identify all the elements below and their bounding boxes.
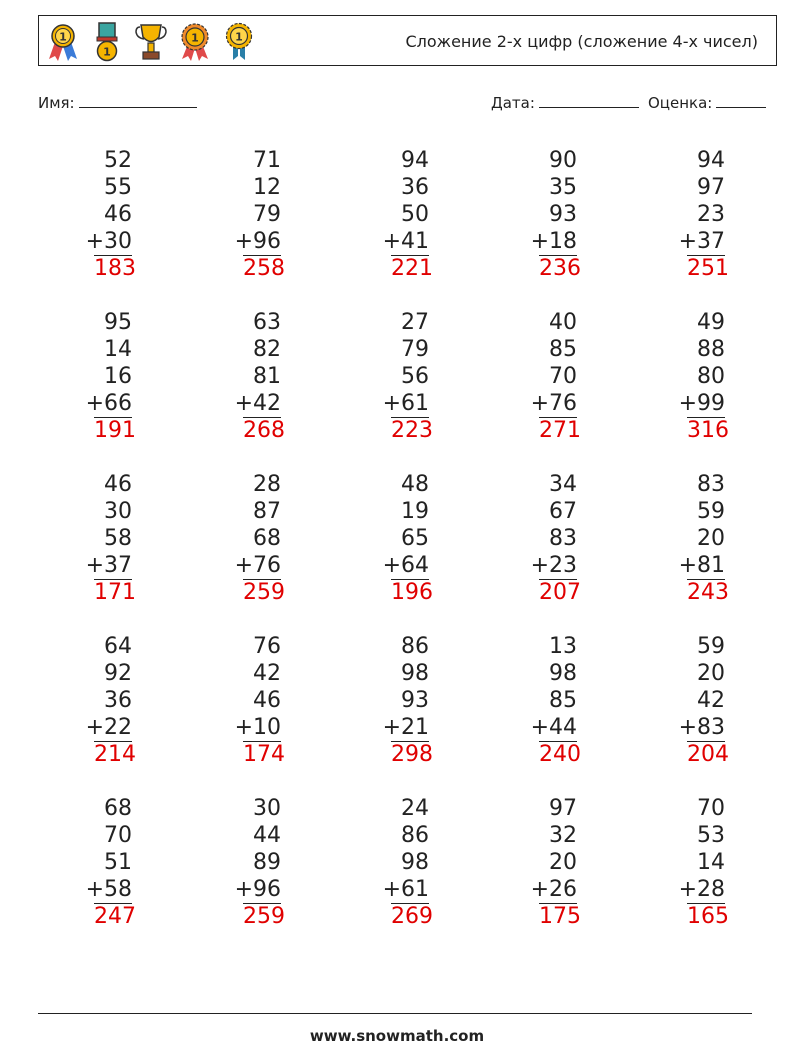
name-blank-line[interactable]: [79, 93, 197, 108]
addend: 67: [549, 499, 577, 524]
addend-with-plus: +23: [530, 553, 577, 578]
addition-problem: [335, 795, 433, 930]
addend: 32: [549, 823, 577, 848]
addend: 86: [401, 823, 429, 848]
addend-with-plus: +26: [530, 877, 577, 902]
addend: 19: [401, 499, 429, 524]
svg-text:1: 1: [103, 45, 111, 59]
addition-problem: [187, 795, 285, 930]
addend: 36: [104, 688, 132, 713]
grade-field[interactable]: [648, 93, 766, 112]
addend-with-plus: +58: [85, 877, 132, 902]
addition-problem: [631, 147, 729, 282]
answer: 191: [94, 418, 136, 443]
addend-with-plus: +76: [530, 391, 577, 416]
addend-with-plus: +41: [382, 229, 429, 254]
addend: 71: [253, 148, 281, 173]
answer: 165: [687, 904, 729, 929]
addend: 56: [401, 364, 429, 389]
addend: 46: [104, 472, 132, 497]
grade-label: Оценка:: [648, 94, 713, 112]
addend-with-plus: +37: [678, 229, 725, 254]
answer: 247: [94, 904, 136, 929]
addend-with-plus: +10: [234, 715, 281, 740]
answer: 251: [687, 256, 729, 281]
addend: 46: [253, 688, 281, 713]
addend: 14: [697, 850, 725, 875]
addend: 79: [401, 337, 429, 362]
addend: 82: [253, 337, 281, 362]
addend: 53: [697, 823, 725, 848]
addend-with-plus: +83: [678, 715, 725, 740]
addend: 12: [253, 175, 281, 200]
addend-with-plus: +21: [382, 715, 429, 740]
addend-with-plus: +42: [234, 391, 281, 416]
addend: 48: [401, 472, 429, 497]
addend: 90: [549, 148, 577, 173]
addend: 87: [253, 499, 281, 524]
addend: 20: [697, 661, 725, 686]
answer: 269: [391, 904, 433, 929]
addition-problem: [335, 309, 433, 444]
addend: 13: [549, 634, 577, 659]
addition-problem: [631, 471, 729, 606]
addend: 36: [401, 175, 429, 200]
addend: 93: [401, 688, 429, 713]
name-label: Имя:: [38, 94, 75, 112]
addend-with-plus: +66: [85, 391, 132, 416]
addend: 35: [549, 175, 577, 200]
addend-with-plus: +28: [678, 877, 725, 902]
answer: 268: [243, 418, 285, 443]
answer: 259: [243, 904, 285, 929]
date-label: Дата:: [491, 94, 535, 112]
addend: 64: [104, 634, 132, 659]
addend: 94: [401, 148, 429, 173]
addition-problem: [335, 147, 433, 282]
addend-with-plus: +61: [382, 391, 429, 416]
answer: 259: [243, 580, 285, 605]
grade-blank-line[interactable]: [716, 93, 766, 108]
svg-text:1: 1: [191, 31, 199, 45]
addend: 20: [549, 850, 577, 875]
addend: 16: [104, 364, 132, 389]
answer: 214: [94, 742, 136, 767]
addend: 81: [253, 364, 281, 389]
addend: 92: [104, 661, 132, 686]
addend: 70: [104, 823, 132, 848]
medal-ribbon-icon: [45, 22, 81, 62]
addend: 76: [253, 634, 281, 659]
addend: 40: [549, 310, 577, 335]
answer: 316: [687, 418, 729, 443]
addend-with-plus: +99: [678, 391, 725, 416]
addend: 68: [104, 796, 132, 821]
trophy-cup-icon: [133, 22, 169, 62]
svg-text:1: 1: [235, 30, 243, 44]
answer: 243: [687, 580, 729, 605]
header-icons: [45, 22, 257, 62]
addend: 80: [697, 364, 725, 389]
addend: 97: [549, 796, 577, 821]
addition-problem: [187, 471, 285, 606]
addition-problem: [187, 633, 285, 768]
answer: 175: [539, 904, 581, 929]
addend: 30: [253, 796, 281, 821]
addition-problem: [38, 147, 136, 282]
addend: 28: [253, 472, 281, 497]
addend: 70: [697, 796, 725, 821]
answer: 271: [539, 418, 581, 443]
addend: 93: [549, 202, 577, 227]
addend: 42: [697, 688, 725, 713]
addend: 24: [401, 796, 429, 821]
addend: 59: [697, 634, 725, 659]
date-blank-line[interactable]: [539, 93, 639, 108]
answer: 298: [391, 742, 433, 767]
addend: 83: [549, 526, 577, 551]
addend: 98: [401, 661, 429, 686]
addend: 98: [549, 661, 577, 686]
medal-badge-icon: [221, 22, 257, 62]
addend-with-plus: +96: [234, 229, 281, 254]
addition-problem: [38, 795, 136, 930]
addend: 46: [104, 202, 132, 227]
page-title: Сложение 2-х цифр (сложение 4-х чисел): [405, 32, 758, 51]
addend: 85: [549, 688, 577, 713]
addend: 89: [253, 850, 281, 875]
answer: 183: [94, 256, 136, 281]
addition-problem: [483, 795, 581, 930]
addend-with-plus: +81: [678, 553, 725, 578]
addend: 98: [401, 850, 429, 875]
addend: 88: [697, 337, 725, 362]
addition-problem: [631, 795, 729, 930]
addend: 65: [401, 526, 429, 551]
date-field[interactable]: [491, 93, 639, 112]
addend: 20: [697, 526, 725, 551]
addition-problem: [335, 471, 433, 606]
addend: 42: [253, 661, 281, 686]
addend: 94: [697, 148, 725, 173]
addend: 14: [104, 337, 132, 362]
addend-with-plus: +37: [85, 553, 132, 578]
answer: 204: [687, 742, 729, 767]
answer: 223: [391, 418, 433, 443]
medal-hanging-icon: [89, 22, 125, 62]
addition-problem: [631, 633, 729, 768]
addend: 85: [549, 337, 577, 362]
addend-with-plus: +30: [85, 229, 132, 254]
addition-problem: [38, 471, 136, 606]
addition-problem: [483, 309, 581, 444]
addend: 83: [697, 472, 725, 497]
addend: 30: [104, 499, 132, 524]
answer: 174: [243, 742, 285, 767]
addend: 23: [697, 202, 725, 227]
answer: 236: [539, 256, 581, 281]
footer-divider: [38, 1013, 752, 1014]
svg-text:1: 1: [59, 30, 67, 44]
addend: 70: [549, 364, 577, 389]
addition-problem: [38, 309, 136, 444]
addend: 49: [697, 310, 725, 335]
addend-with-plus: +64: [382, 553, 429, 578]
addend-with-plus: +18: [530, 229, 577, 254]
answer: 240: [539, 742, 581, 767]
addend: 50: [401, 202, 429, 227]
addend-with-plus: +61: [382, 877, 429, 902]
name-field[interactable]: [38, 93, 197, 112]
addend-with-plus: +22: [85, 715, 132, 740]
addend: 44: [253, 823, 281, 848]
addition-problem: [187, 147, 285, 282]
medal-rosette-icon: [177, 22, 213, 62]
addition-problem: [483, 147, 581, 282]
addend: 58: [104, 526, 132, 551]
addend-with-plus: +96: [234, 877, 281, 902]
addend: 52: [104, 148, 132, 173]
addition-problem: [483, 633, 581, 768]
addend: 68: [253, 526, 281, 551]
answer: 171: [94, 580, 136, 605]
addend: 27: [401, 310, 429, 335]
answer: 258: [243, 256, 285, 281]
addend: 55: [104, 175, 132, 200]
addend-with-plus: +44: [530, 715, 577, 740]
footer-site: www.snowmath.com: [309, 1027, 485, 1045]
addend: 34: [549, 472, 577, 497]
addition-problem: [38, 633, 136, 768]
addition-problem: [335, 633, 433, 768]
addend: 51: [104, 850, 132, 875]
addend-with-plus: +76: [234, 553, 281, 578]
addend: 59: [697, 499, 725, 524]
answer: 207: [539, 580, 581, 605]
addend: 86: [401, 634, 429, 659]
addition-problem: [187, 309, 285, 444]
addend: 63: [253, 310, 281, 335]
answer: 196: [391, 580, 433, 605]
addition-problem: [631, 309, 729, 444]
addend: 95: [104, 310, 132, 335]
addend: 79: [253, 202, 281, 227]
worksheet-header: [38, 15, 777, 66]
addition-problem: [483, 471, 581, 606]
answer: 221: [391, 256, 433, 281]
addend: 97: [697, 175, 725, 200]
